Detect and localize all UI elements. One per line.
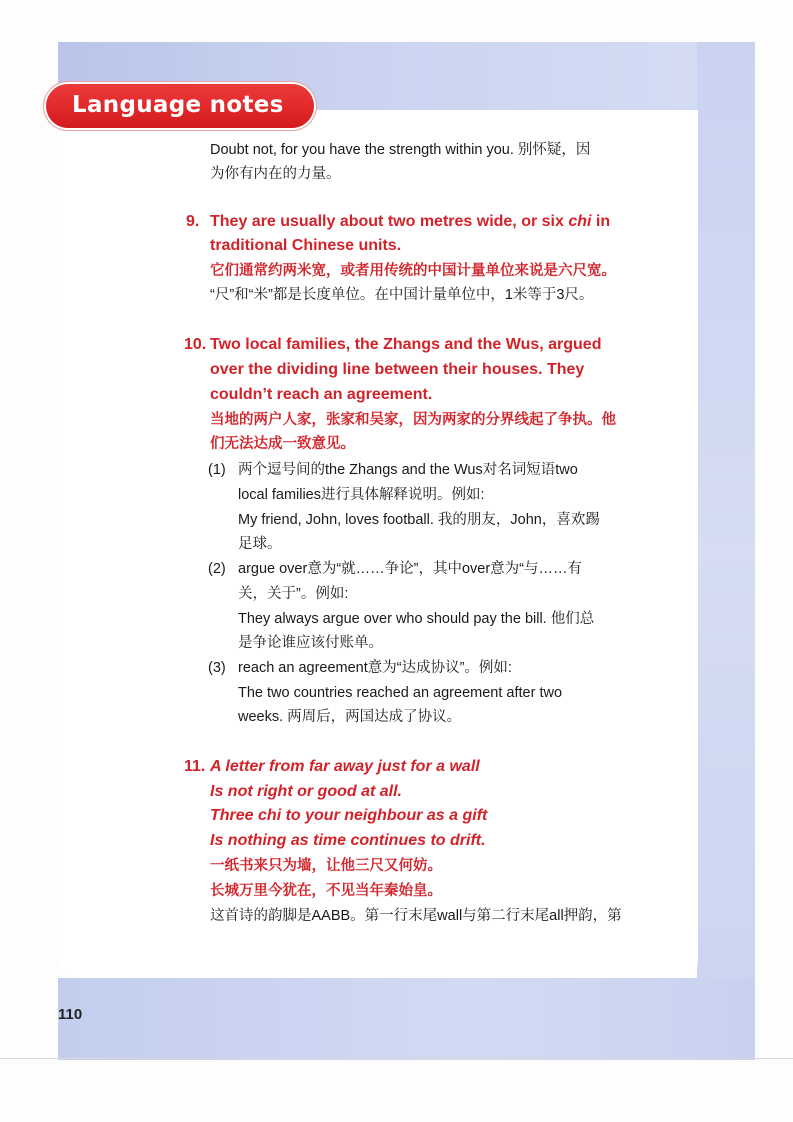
poem-translation: 长城万里今犹在，不见当年秦始皇。 bbox=[210, 883, 442, 899]
note-translation: 当地的两户人家，张家和吴家，因为两家的分界线起了争执。他 bbox=[210, 412, 616, 428]
note-sentence bbox=[210, 212, 610, 232]
page-frame-right bbox=[697, 42, 755, 1060]
note-explanation: 这首诗的韵脚是AABB。第一行末尾wall与第二行末尾all押韵，第 bbox=[210, 908, 622, 924]
note-translation: 它们通常约两米宽，或者用传统的中国计量单位来说是六尺宽。 bbox=[210, 263, 616, 279]
item-example: 足球。 bbox=[238, 536, 282, 552]
item-text: 两个逗号间的the Zhangs and the Wus对名词短语two bbox=[238, 462, 578, 478]
intro-line: 为你有内在的力量。 bbox=[210, 166, 341, 182]
note-sentence: couldn’t reach an agreement. bbox=[210, 386, 433, 403]
note-sentence: traditional Chinese units. bbox=[210, 237, 402, 254]
note-sentence-italic: chi bbox=[568, 213, 592, 230]
item-label: (2) bbox=[208, 561, 226, 577]
poem-line: A letter from far away just for a wall bbox=[210, 758, 480, 775]
item-label: (1) bbox=[208, 462, 226, 478]
item-example: My friend, John, loves football. 我的朋友，John，喜欢踢 bbox=[238, 512, 600, 528]
page-number: 110 bbox=[58, 1006, 83, 1023]
section-header-tab bbox=[46, 84, 314, 128]
poem-line: Is not right or good at all. bbox=[210, 783, 402, 800]
divider bbox=[0, 1058, 793, 1059]
note-sentence-text: They are usually about two metres wide, or six bbox=[210, 213, 569, 230]
poem-translation: 一纸书来只为墙，让他三尺又何妨。 bbox=[210, 858, 442, 874]
note-number: 10. bbox=[184, 336, 207, 353]
note-number: 11. bbox=[184, 758, 206, 775]
item-text: 关，关于”。例如: bbox=[238, 586, 349, 602]
item-text: reach an agreement意为“达成协议”。例如: bbox=[238, 660, 512, 676]
note-sentence-text: in bbox=[591, 213, 611, 230]
item-example: 是争论谁应该付账单。 bbox=[238, 635, 383, 651]
note-number: 9. bbox=[186, 213, 200, 230]
poem-line: Three chi to your neighbour as a gift bbox=[210, 807, 488, 824]
page-frame-bottom bbox=[58, 978, 755, 1060]
item-example: weeks. 两周后，两国达成了协议。 bbox=[238, 709, 462, 725]
note-sentence: Two local families, the Zhangs and the Wus, argued bbox=[210, 336, 602, 353]
note-translation: 们无法达成一致意见。 bbox=[210, 436, 355, 452]
item-label: (3) bbox=[208, 660, 226, 676]
intro-line: Doubt not, for you have the strength within you. 别怀疑，因 bbox=[210, 142, 591, 158]
item-example: They always argue over who should pay the bill. 他们总 bbox=[238, 611, 595, 627]
item-example: The two countries reached an agreement after two bbox=[238, 685, 563, 701]
item-text: local families进行具体解释说明。例如: bbox=[238, 487, 485, 503]
section-title: Language notes bbox=[72, 92, 284, 118]
poem-line: Is nothing as time continues to drift. bbox=[210, 832, 486, 849]
note-explanation: “尺”和“米”都是长度单位。在中国计量单位中，1米等于3尺。 bbox=[210, 287, 594, 303]
item-text: argue over意为“就……争论”，其中over意为“与……有 bbox=[238, 561, 583, 577]
note-sentence: over the dividing line between their houses. They bbox=[210, 361, 585, 378]
